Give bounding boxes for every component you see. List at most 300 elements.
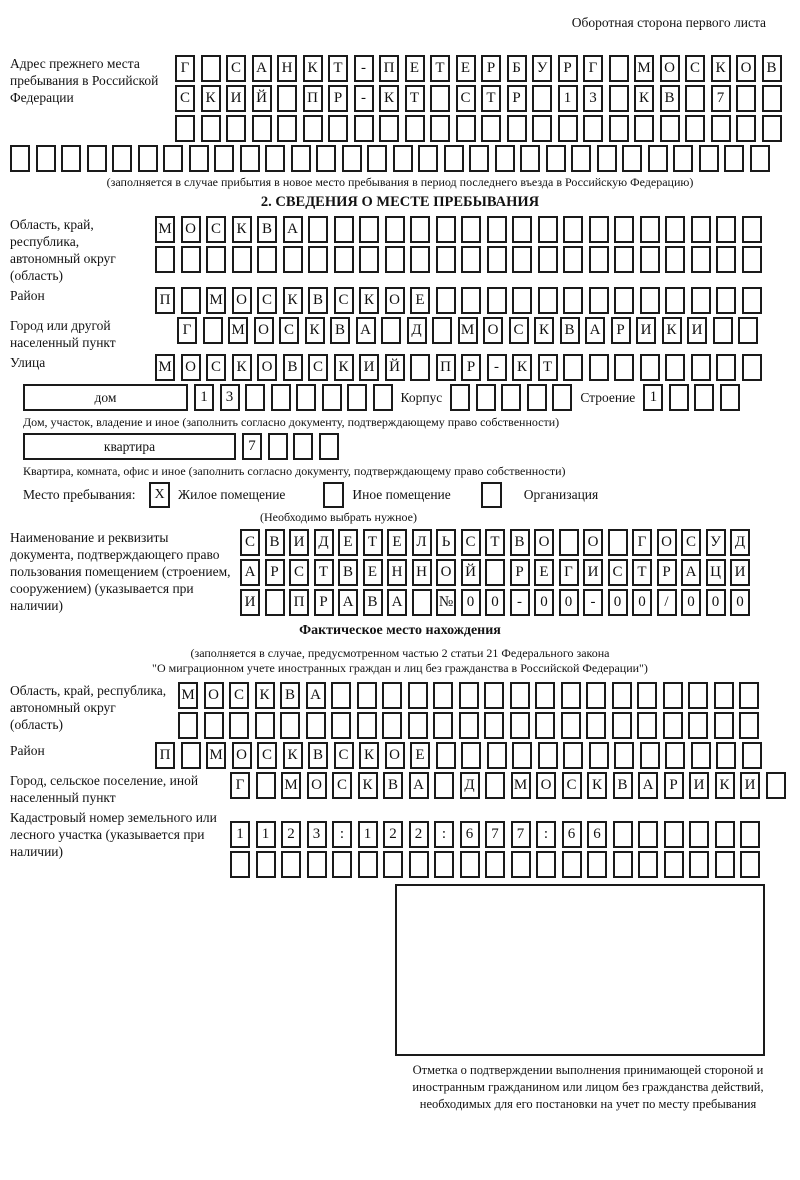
char-box[interactable]: А [387, 589, 407, 616]
char-box[interactable]: В [338, 559, 358, 586]
char-box[interactable] [552, 384, 572, 411]
char-box[interactable] [640, 246, 660, 273]
char-box[interactable] [433, 682, 453, 709]
char-box[interactable] [358, 851, 378, 878]
char-box[interactable]: 0 [534, 589, 554, 616]
char-box[interactable]: Р [481, 55, 501, 82]
char-box[interactable] [381, 317, 401, 344]
char-box[interactable]: 6 [562, 821, 582, 848]
char-box[interactable]: О [385, 742, 405, 769]
char-box[interactable]: 7 [485, 821, 505, 848]
char-box[interactable] [271, 384, 291, 411]
char-box[interactable]: А [240, 559, 260, 586]
char-box[interactable]: О [657, 529, 677, 556]
char-box[interactable]: - [583, 589, 603, 616]
char-box[interactable] [459, 712, 479, 739]
char-box[interactable] [430, 85, 450, 112]
char-box[interactable] [562, 851, 582, 878]
char-box[interactable]: Т [430, 55, 450, 82]
char-box[interactable]: Т [405, 85, 425, 112]
char-box[interactable] [461, 287, 481, 314]
char-box[interactable]: Р [461, 354, 481, 381]
char-box[interactable]: Е [387, 529, 407, 556]
char-box[interactable]: Е [410, 287, 430, 314]
char-box[interactable] [385, 246, 405, 273]
char-box[interactable]: М [178, 682, 198, 709]
char-box[interactable]: О [736, 55, 756, 82]
char-box[interactable] [432, 317, 452, 344]
char-box[interactable] [688, 712, 708, 739]
char-box[interactable] [487, 287, 507, 314]
char-box[interactable]: И [289, 529, 309, 556]
char-box[interactable]: 1 [358, 821, 378, 848]
char-box[interactable]: О [307, 772, 327, 799]
char-box[interactable]: Е [338, 529, 358, 556]
char-box[interactable]: А [409, 772, 429, 799]
char-box[interactable]: С [509, 317, 529, 344]
char-box[interactable] [181, 246, 201, 273]
char-box[interactable] [434, 851, 454, 878]
char-box[interactable] [714, 682, 734, 709]
char-box[interactable] [382, 682, 402, 709]
char-box[interactable] [510, 712, 530, 739]
char-box[interactable] [538, 287, 558, 314]
char-box[interactable]: К [283, 287, 303, 314]
char-box[interactable]: К [534, 317, 554, 344]
char-box[interactable] [485, 851, 505, 878]
char-box[interactable] [512, 246, 532, 273]
char-box[interactable] [736, 85, 756, 112]
char-box[interactable]: К [715, 772, 735, 799]
char-box[interactable]: : [434, 821, 454, 848]
char-box[interactable] [245, 384, 265, 411]
char-box[interactable] [520, 145, 540, 172]
char-box[interactable]: О [204, 682, 224, 709]
char-box[interactable]: И [240, 589, 260, 616]
char-box[interactable] [461, 216, 481, 243]
char-box[interactable] [214, 145, 234, 172]
char-box[interactable] [265, 145, 285, 172]
char-box[interactable] [691, 246, 711, 273]
char-box[interactable] [373, 384, 393, 411]
char-box[interactable] [694, 384, 714, 411]
char-box[interactable] [589, 354, 609, 381]
char-box[interactable]: О [660, 55, 680, 82]
char-box[interactable] [589, 287, 609, 314]
char-box[interactable] [357, 712, 377, 739]
char-box[interactable]: А [356, 317, 376, 344]
char-box[interactable] [612, 682, 632, 709]
char-box[interactable] [716, 742, 736, 769]
char-box[interactable] [609, 55, 629, 82]
char-box[interactable] [495, 145, 515, 172]
char-box[interactable] [583, 115, 603, 142]
char-box[interactable]: К [587, 772, 607, 799]
char-box[interactable] [665, 354, 685, 381]
char-box[interactable] [739, 682, 759, 709]
char-box[interactable]: Р [314, 589, 334, 616]
char-box[interactable]: 1 [643, 384, 663, 411]
char-box[interactable] [409, 851, 429, 878]
char-box[interactable] [410, 354, 430, 381]
char-box[interactable]: В [308, 287, 328, 314]
char-box[interactable] [319, 433, 339, 460]
char-box[interactable]: П [436, 354, 456, 381]
char-box[interactable]: К [379, 85, 399, 112]
char-box[interactable] [538, 216, 558, 243]
char-box[interactable]: М [155, 216, 175, 243]
char-box[interactable]: В [613, 772, 633, 799]
char-box[interactable] [357, 682, 377, 709]
char-box[interactable]: 1 [256, 821, 276, 848]
char-box[interactable] [660, 115, 680, 142]
char-box[interactable] [609, 85, 629, 112]
char-box[interactable] [181, 287, 201, 314]
char-box[interactable] [265, 589, 285, 616]
char-box[interactable] [268, 433, 288, 460]
char-box[interactable] [691, 287, 711, 314]
char-box[interactable]: С [257, 287, 277, 314]
char-box[interactable] [316, 145, 336, 172]
char-box[interactable] [393, 145, 413, 172]
char-box[interactable] [608, 529, 628, 556]
char-box[interactable]: Н [387, 559, 407, 586]
char-box[interactable]: Т [632, 559, 652, 586]
char-box[interactable] [359, 246, 379, 273]
char-box[interactable] [612, 712, 632, 739]
char-box[interactable] [614, 287, 634, 314]
char-box[interactable] [178, 712, 198, 739]
char-box[interactable]: Б [507, 55, 527, 82]
char-box[interactable]: Т [328, 55, 348, 82]
char-box[interactable] [663, 682, 683, 709]
char-box[interactable] [430, 115, 450, 142]
char-box[interactable] [487, 742, 507, 769]
char-box[interactable] [622, 145, 642, 172]
char-box[interactable] [715, 851, 735, 878]
char-box[interactable] [501, 384, 521, 411]
char-box[interactable] [740, 821, 760, 848]
char-box[interactable] [640, 287, 660, 314]
char-box[interactable] [367, 145, 387, 172]
char-box[interactable] [512, 216, 532, 243]
char-box[interactable] [281, 851, 301, 878]
char-box[interactable]: К [358, 772, 378, 799]
char-box[interactable]: - [510, 589, 530, 616]
char-box[interactable] [589, 742, 609, 769]
char-box[interactable]: 0 [730, 589, 750, 616]
char-box[interactable]: В [660, 85, 680, 112]
char-box[interactable]: 6 [460, 821, 480, 848]
char-box[interactable] [665, 742, 685, 769]
char-box[interactable]: В [383, 772, 403, 799]
char-box[interactable] [461, 246, 481, 273]
char-box[interactable] [512, 287, 532, 314]
char-box[interactable]: С [175, 85, 195, 112]
char-box[interactable] [563, 216, 583, 243]
char-box[interactable] [450, 384, 470, 411]
char-box[interactable] [280, 712, 300, 739]
char-box[interactable] [469, 145, 489, 172]
char-box[interactable] [716, 287, 736, 314]
char-box[interactable] [385, 216, 405, 243]
char-box[interactable] [155, 246, 175, 273]
char-box[interactable]: 3 [307, 821, 327, 848]
char-box[interactable]: 7 [711, 85, 731, 112]
char-box[interactable] [240, 145, 260, 172]
char-box[interactable] [766, 772, 786, 799]
char-box[interactable] [532, 115, 552, 142]
char-box[interactable]: Е [405, 55, 425, 82]
char-box[interactable]: И [359, 354, 379, 381]
char-box[interactable] [664, 851, 684, 878]
char-box[interactable] [229, 712, 249, 739]
char-box[interactable]: М [206, 742, 226, 769]
char-box[interactable]: Г [559, 559, 579, 586]
char-box[interactable] [138, 145, 158, 172]
char-box[interactable]: А [338, 589, 358, 616]
char-box[interactable] [283, 246, 303, 273]
char-box[interactable] [334, 246, 354, 273]
char-box[interactable] [487, 216, 507, 243]
char-box[interactable]: О [254, 317, 274, 344]
char-box[interactable] [255, 712, 275, 739]
char-box[interactable] [665, 287, 685, 314]
char-box[interactable] [742, 742, 762, 769]
char-box[interactable]: М [281, 772, 301, 799]
char-box[interactable]: 7 [242, 433, 262, 460]
char-box[interactable] [586, 712, 606, 739]
char-box[interactable]: В [363, 589, 383, 616]
char-box[interactable] [87, 145, 107, 172]
char-box[interactable]: Й [461, 559, 481, 586]
char-box[interactable]: П [379, 55, 399, 82]
char-box[interactable] [36, 145, 56, 172]
char-box[interactable]: В [283, 354, 303, 381]
char-box[interactable]: И [583, 559, 603, 586]
char-box[interactable] [347, 384, 367, 411]
char-box[interactable]: И [689, 772, 709, 799]
char-box[interactable]: 6 [587, 821, 607, 848]
char-box[interactable] [331, 712, 351, 739]
char-box[interactable] [691, 216, 711, 243]
char-box[interactable]: О [181, 216, 201, 243]
char-box[interactable] [485, 559, 505, 586]
char-box[interactable] [379, 115, 399, 142]
char-box[interactable] [614, 742, 634, 769]
char-box[interactable]: В [280, 682, 300, 709]
char-box[interactable]: У [532, 55, 552, 82]
char-box[interactable]: В [560, 317, 580, 344]
char-box[interactable]: 0 [632, 589, 652, 616]
char-box[interactable]: Й [385, 354, 405, 381]
char-box[interactable]: С [681, 529, 701, 556]
char-box[interactable] [685, 115, 705, 142]
char-box[interactable] [689, 821, 709, 848]
char-box[interactable]: 2 [281, 821, 301, 848]
char-box[interactable]: Т [481, 85, 501, 112]
char-box[interactable]: О [536, 772, 556, 799]
char-box[interactable] [563, 246, 583, 273]
char-box[interactable] [740, 851, 760, 878]
char-box[interactable]: М [206, 287, 226, 314]
char-box[interactable] [307, 851, 327, 878]
char-box[interactable] [691, 742, 711, 769]
char-box[interactable]: Д [460, 772, 480, 799]
char-box[interactable]: М [458, 317, 478, 344]
char-box[interactable] [742, 216, 762, 243]
char-box[interactable]: 1 [558, 85, 578, 112]
checkbox-organization[interactable] [481, 482, 502, 508]
char-box[interactable]: С [289, 559, 309, 586]
char-box[interactable] [673, 145, 693, 172]
checkbox-residential[interactable]: X [149, 482, 170, 508]
char-box[interactable] [484, 682, 504, 709]
char-box[interactable] [436, 216, 456, 243]
char-box[interactable]: А [585, 317, 605, 344]
checkbox-other-premises[interactable] [323, 482, 344, 508]
char-box[interactable] [456, 115, 476, 142]
char-box[interactable] [715, 821, 735, 848]
char-box[interactable]: 0 [461, 589, 481, 616]
char-box[interactable] [291, 145, 311, 172]
char-box[interactable]: С [334, 287, 354, 314]
char-box[interactable]: А [681, 559, 701, 586]
char-box[interactable]: К [512, 354, 532, 381]
char-box[interactable]: - [354, 55, 374, 82]
char-box[interactable]: № [436, 589, 456, 616]
char-box[interactable]: В [308, 742, 328, 769]
char-box[interactable] [511, 851, 531, 878]
char-box[interactable] [201, 55, 221, 82]
char-box[interactable]: О [534, 529, 554, 556]
char-box[interactable] [226, 115, 246, 142]
char-box[interactable]: С [608, 559, 628, 586]
char-box[interactable]: М [155, 354, 175, 381]
char-box[interactable] [711, 115, 731, 142]
char-box[interactable]: 0 [559, 589, 579, 616]
char-box[interactable]: 0 [681, 589, 701, 616]
char-box[interactable] [640, 742, 660, 769]
char-box[interactable]: О [232, 742, 252, 769]
char-box[interactable]: С [332, 772, 352, 799]
char-box[interactable]: К [662, 317, 682, 344]
char-box[interactable] [640, 354, 660, 381]
char-box[interactable] [750, 145, 770, 172]
char-box[interactable]: Г [177, 317, 197, 344]
char-box[interactable]: Т [538, 354, 558, 381]
char-box[interactable] [538, 742, 558, 769]
char-box[interactable]: В [265, 529, 285, 556]
char-box[interactable] [331, 682, 351, 709]
char-box[interactable]: 0 [485, 589, 505, 616]
char-box[interactable]: К [334, 354, 354, 381]
char-box[interactable]: У [706, 529, 726, 556]
char-box[interactable] [716, 354, 736, 381]
char-box[interactable] [558, 115, 578, 142]
char-box[interactable] [563, 742, 583, 769]
char-box[interactable]: 0 [706, 589, 726, 616]
char-box[interactable] [587, 851, 607, 878]
char-box[interactable] [175, 115, 195, 142]
char-box[interactable]: К [305, 317, 325, 344]
char-box[interactable] [614, 216, 634, 243]
char-box[interactable]: И [687, 317, 707, 344]
char-box[interactable] [481, 115, 501, 142]
char-box[interactable]: О [181, 354, 201, 381]
char-box[interactable] [485, 772, 505, 799]
char-box[interactable]: А [252, 55, 272, 82]
char-box[interactable]: А [638, 772, 658, 799]
char-box[interactable] [512, 742, 532, 769]
char-box[interactable] [559, 529, 579, 556]
char-box[interactable]: К [359, 742, 379, 769]
char-box[interactable] [532, 85, 552, 112]
char-box[interactable] [476, 384, 496, 411]
char-box[interactable] [685, 85, 705, 112]
char-box[interactable]: : [536, 821, 556, 848]
char-box[interactable]: М [511, 772, 531, 799]
char-box[interactable] [614, 354, 634, 381]
char-box[interactable] [434, 772, 454, 799]
char-box[interactable] [277, 85, 297, 112]
char-box[interactable]: О [483, 317, 503, 344]
char-box[interactable] [637, 682, 657, 709]
char-box[interactable] [609, 115, 629, 142]
char-box[interactable] [189, 145, 209, 172]
char-box[interactable] [328, 115, 348, 142]
char-box[interactable] [201, 115, 221, 142]
char-box[interactable]: Г [583, 55, 603, 82]
char-box[interactable]: А [306, 682, 326, 709]
char-box[interactable]: Т [314, 559, 334, 586]
char-box[interactable] [436, 246, 456, 273]
char-box[interactable]: 3 [583, 85, 603, 112]
char-box[interactable]: К [232, 354, 252, 381]
char-box[interactable]: Н [277, 55, 297, 82]
char-box[interactable]: П [155, 287, 175, 314]
char-box[interactable]: Д [730, 529, 750, 556]
char-box[interactable] [535, 712, 555, 739]
char-box[interactable]: И [636, 317, 656, 344]
char-box[interactable] [303, 115, 323, 142]
char-box[interactable] [408, 682, 428, 709]
char-box[interactable] [664, 821, 684, 848]
char-box[interactable] [296, 384, 316, 411]
char-box[interactable]: Й [252, 85, 272, 112]
char-box[interactable] [689, 851, 709, 878]
char-box[interactable]: : [332, 821, 352, 848]
char-box[interactable] [163, 145, 183, 172]
char-box[interactable] [507, 115, 527, 142]
char-box[interactable]: С [206, 216, 226, 243]
char-box[interactable] [203, 317, 223, 344]
char-box[interactable] [256, 851, 276, 878]
char-box[interactable] [638, 851, 658, 878]
char-box[interactable]: Н [412, 559, 432, 586]
char-box[interactable] [257, 246, 277, 273]
char-box[interactable] [739, 712, 759, 739]
char-box[interactable]: С [685, 55, 705, 82]
char-box[interactable]: О [436, 559, 456, 586]
char-box[interactable] [461, 742, 481, 769]
char-box[interactable]: Р [507, 85, 527, 112]
char-box[interactable]: К [359, 287, 379, 314]
char-box[interactable] [640, 216, 660, 243]
char-box[interactable]: 0 [608, 589, 628, 616]
char-box[interactable] [742, 246, 762, 273]
char-box[interactable]: И [740, 772, 760, 799]
